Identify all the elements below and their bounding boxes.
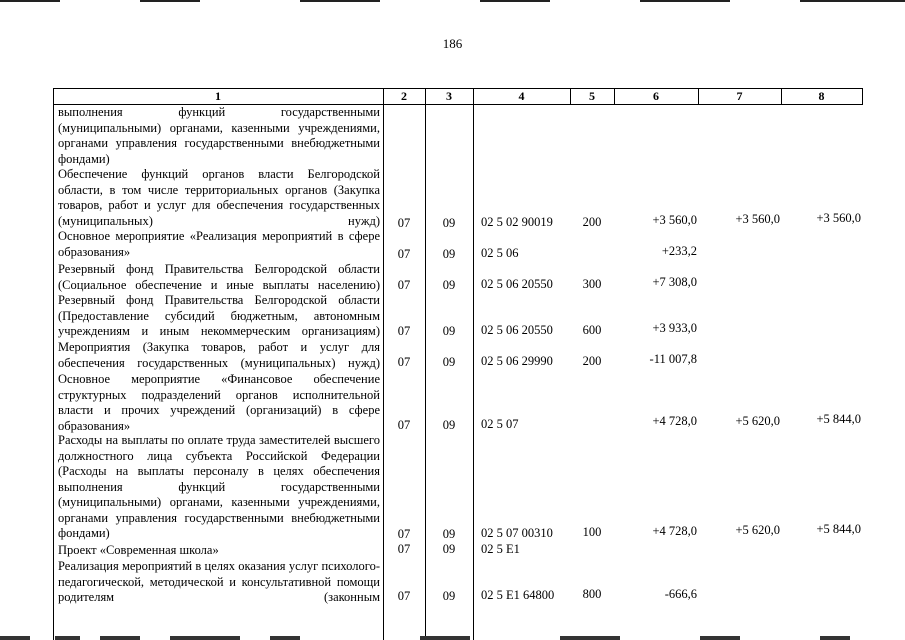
column-divider	[862, 88, 863, 104]
row-description: выполнения функций государственными (муниципальными) органами, казенными учреждениями, органами управления государственными внебюджетными фондами)	[58, 105, 380, 166]
amount-col-6: -666,6	[664, 587, 697, 601]
row-description: Проект «Современная школа»	[58, 543, 219, 557]
target-article-code: 02 5 E1	[481, 542, 520, 556]
row-description: Резервный фонд Правительства Белгородской области (Предоставление субсидий бюджетным, автономным учреждениям и иным некоммерческим организациям)	[58, 293, 380, 338]
section-code: 07	[397, 355, 411, 369]
subsection-code: 09	[442, 527, 456, 541]
budget-table	[53, 88, 863, 640]
amount-col-8: +5 844,0	[816, 412, 861, 426]
subsection-code: 09	[442, 324, 456, 338]
amount-col-6: -11 007,8	[649, 352, 697, 366]
amount-col-6: +3 560,0	[652, 213, 697, 227]
subsection-code: 09	[442, 247, 456, 261]
section-code: 07	[397, 216, 411, 230]
target-article-code: 02 5 E1 64800	[481, 588, 555, 602]
target-article-code: 02 5 07 00310	[481, 526, 553, 540]
amount-col-6: +4 728,0	[652, 414, 697, 428]
subsection-code: 09	[442, 418, 456, 432]
subsection-code: 09	[442, 278, 456, 292]
target-article-code: 02 5 06 20550	[481, 323, 553, 337]
column-header-1: 1	[215, 89, 221, 103]
row-description: Обеспечение функций органов власти Белгородской области, в том числе территориальных органов (Закупка товаров, работ и услуг для обеспечения государственных (муниципальных) нужд)	[58, 167, 380, 228]
scan-artifact-top	[0, 0, 905, 2]
row-description: Расходы на выплаты по оплате труда заместителей высшего должностного лица субъекта Российской Федерации (Расходы на выплаты персоналу в целях обеспечения выполнения функций государственными (муниципальными) органами, казенными учреждениями, органами управления государственными внебюджетными фондами)	[58, 433, 380, 540]
expense-type-code: 200	[582, 354, 602, 368]
amount-col-6: +4 728,0	[652, 524, 697, 538]
section-code: 07	[397, 324, 411, 338]
row-description: Мероприятия (Закупка товаров, работ и услуг для обеспечения государственных (муниципальных) нужд)	[58, 340, 380, 370]
amount-col-8: +3 560,0	[816, 211, 861, 225]
row-description: Основное мероприятие «Финансовое обеспечение структурных подразделений органов исполнительной власти и прочих учреждений (организаций) в сфере образования»	[58, 372, 380, 433]
row-description: Основное мероприятие «Реализация мероприятий в сфере образования»	[58, 229, 380, 259]
section-code: 07	[397, 247, 411, 261]
row-description: Реализация мероприятий в целях оказания услуг психолого-педагогической, методической и консультативной помощи родителям (законным	[58, 559, 380, 604]
subsection-code: 09	[442, 542, 456, 556]
column-header-8: 8	[818, 89, 825, 103]
section-code: 07	[397, 589, 411, 603]
amount-col-7: +5 620,0	[735, 414, 780, 428]
target-article-code: 02 5 06	[481, 246, 519, 260]
scan-artifact-bottom	[0, 634, 905, 640]
column-divider	[473, 88, 474, 640]
amount-col-6: +3 933,0	[652, 321, 697, 335]
amount-col-8: +5 844,0	[816, 522, 861, 536]
subsection-code: 09	[442, 355, 456, 369]
column-header-3: 3	[446, 89, 452, 103]
target-article-code: 02 5 02 90019	[481, 215, 553, 229]
column-header-7: 7	[736, 89, 743, 103]
section-code: 07	[397, 527, 411, 541]
amount-col-7: +5 620,0	[735, 523, 780, 537]
column-header-5: 5	[589, 89, 595, 103]
expense-type-code: 100	[582, 525, 602, 539]
expense-type-code: 800	[582, 587, 602, 601]
amount-col-7: +3 560,0	[735, 212, 780, 226]
column-header-4: 4	[518, 89, 525, 103]
section-code: 07	[397, 278, 411, 292]
expense-type-code: 600	[582, 323, 602, 337]
subsection-code: 09	[442, 216, 456, 230]
amount-col-6: +7 308,0	[652, 275, 697, 289]
target-article-code: 02 5 06 20550	[481, 277, 553, 291]
column-header-2: 2	[401, 89, 407, 103]
section-code: 07	[397, 542, 411, 556]
amount-col-6: +233,2	[661, 244, 697, 258]
subsection-code: 09	[442, 589, 456, 603]
column-divider	[53, 88, 54, 640]
page-number: 186	[442, 36, 463, 51]
target-article-code: 02 5 06 29990	[481, 354, 553, 368]
expense-type-code: 300	[582, 277, 602, 291]
section-code: 07	[397, 418, 411, 432]
column-header-6: 6	[653, 89, 659, 103]
row-description: Резервный фонд Правительства Белгородской области (Социальное обеспечение и иные выплаты населению)	[58, 262, 380, 292]
target-article-code: 02 5 07	[481, 417, 519, 431]
expense-type-code: 200	[582, 215, 602, 229]
